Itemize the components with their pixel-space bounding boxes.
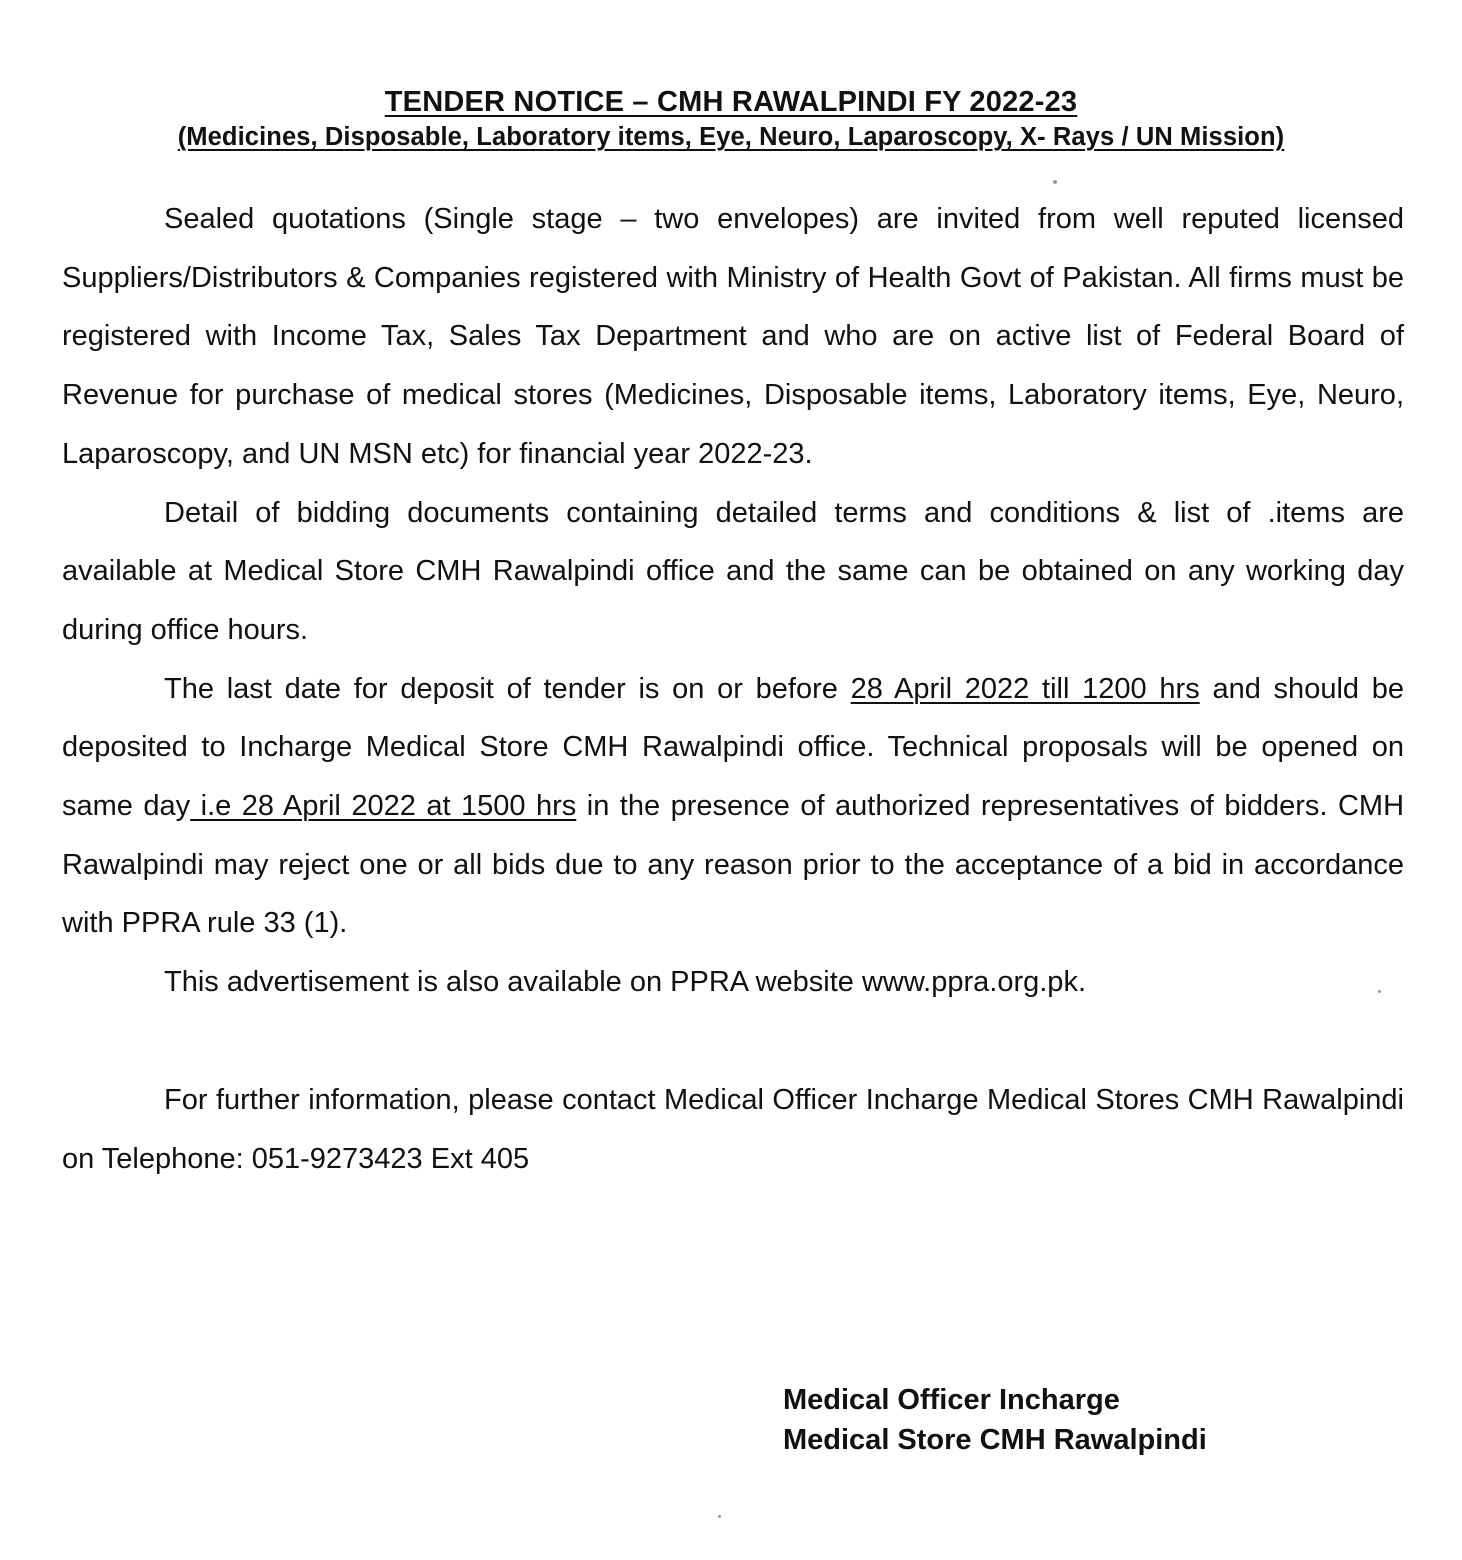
notice-title: TENDER NOTICE – CMH RAWALPINDI FY 2022-23 [384, 86, 1078, 118]
scan-speck [1053, 180, 1057, 184]
signature-block [783, 1380, 1207, 1460]
notice-body [62, 190, 1404, 1188]
paragraph-invitation: Sealed quotations (Single stage – two envelopes) are invited from well reputed licensed Suppliers/Distributors & Companies registered with Ministry of Health Govt of Pakistan. All firms must be registered with Income Tax, Sales Tax Department and who are on active list of Federal Board of Revenue for purchase of medical stores (Medicines, Disposable items, Laboratory items, Eye, Neuro, Laparoscopy, and UN MSN etc) for financial year 2022-23. [62, 203, 1404, 470]
signature-office: Medical Store CMH Rawalpindi [783, 1424, 1207, 1456]
opening-date: i.e 28 April 2022 at 1500 hrs [190, 790, 577, 823]
scan-speck [1378, 990, 1381, 993]
paragraph-ppra-website: This advertisement is also available on PPRA website www.ppra.org.pk. [164, 966, 1086, 999]
paragraph-bidding-documents: Detail of bidding documents containing detailed terms and conditions & list of .items are available at Medical Store CMH Rawalpindi office and the same can be obtained on any working day during office hours. [62, 496, 1404, 646]
deadline-text-1: The last date for deposit of tender is on or before [164, 672, 851, 705]
scan-speck [718, 1515, 721, 1518]
signature-title: Medical Officer Incharge [783, 1384, 1120, 1416]
notice-header [40, 84, 1422, 154]
deadline-text-2: and should be deposited to Incharge Medical Store CMH Rawalpindi office. Technical proposals will be opened on same day [62, 672, 1405, 823]
notice-subtitle: (Medicines, Disposable, Laboratory items, Eye, Neuro, Laparoscopy, X- Rays / UN Mission) [177, 123, 1285, 151]
deadline-date: 28 April 2022 till 1200 hrs [850, 672, 1200, 705]
paragraph-deadline [62, 660, 1404, 954]
paragraph-contact: For further information, please contact Medical Officer Incharge Medical Stores CMH Rawalpindi on Telephone: 051-9273423 Ext 405 [62, 1083, 1404, 1175]
deadline-text-3: in the presence of authorized representatives of bidders. CMH Rawalpindi may reject one or all bids due to any reason prior to the acceptance of a bid in accordance with PPRA rule 33 (1). [62, 790, 1405, 940]
